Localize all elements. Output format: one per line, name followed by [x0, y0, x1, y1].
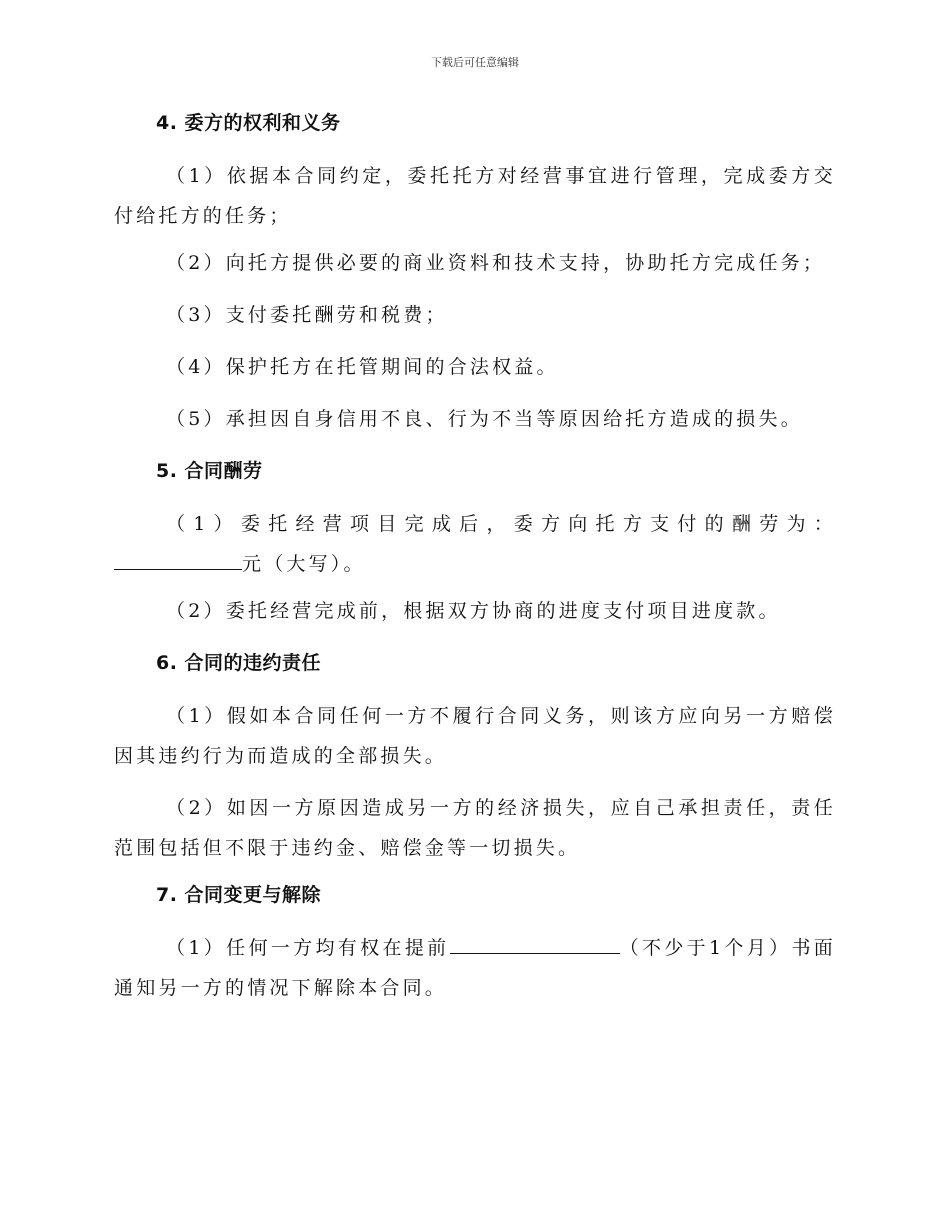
clause-paragraph: （2）委托经营完成前，根据双方协商的进度支付项目进度款。: [166, 600, 781, 622]
section-heading: 7. 合同变更与解除: [156, 884, 322, 906]
clause-paragraph: （3）支付委托酬劳和税费；: [166, 304, 448, 326]
section-heading: 4. 委方的权利和义务: [156, 112, 341, 134]
clause-paragraph: （4）保护托方在托管期间的合法权益。: [166, 356, 559, 378]
clause-text: （1）委托经营项目完成后，委方向托方支付的酬劳为：: [166, 513, 836, 535]
section-amendment-termination: [114, 880, 836, 1008]
clause-paragraph: [114, 928, 836, 1008]
clause-paragraph: [114, 504, 836, 584]
clause-text: 元（大写）。: [242, 553, 366, 575]
amount-blank-line: [114, 551, 242, 570]
header-note: 下载后可任意编辑: [431, 56, 519, 69]
section-heading: 6. 合同的违约责任: [156, 652, 322, 674]
section-remuneration: [114, 456, 836, 626]
notice-period-blank-line: [450, 935, 620, 954]
document-body: [114, 108, 836, 1020]
clause-paragraph: （1）假如本合同任何一方不履行合同义务，则该方应向另一方赔偿因其违约行为而造成的全部损失。: [114, 705, 836, 767]
section-rights-obligations: [114, 108, 836, 434]
clause-text: （不少于1个月）书面通知另一方的情况下解除本合同。: [114, 937, 836, 999]
clause-paragraph: （2）向托方提供必要的商业资料和技术支持，协助托方完成任务；: [166, 252, 826, 274]
clause-paragraph: （5）承担因自身信用不良、行为不当等原因给托方造成的损失。: [166, 408, 803, 430]
clause-paragraph: （2）如因一方原因造成另一方的经济损失，应自己承担责任，责任范围包括但不限于违约金、赔偿金等一切损失。: [114, 797, 836, 859]
clause-paragraph: （1）依据本合同约定，委托托方对经营事宜进行管理，完成委方交付给托方的任务；: [114, 165, 836, 227]
section-heading: 5. 合同酬劳: [156, 460, 263, 482]
section-liability: [114, 648, 836, 868]
clause-text: （1）任何一方均有权在提前: [166, 937, 450, 959]
